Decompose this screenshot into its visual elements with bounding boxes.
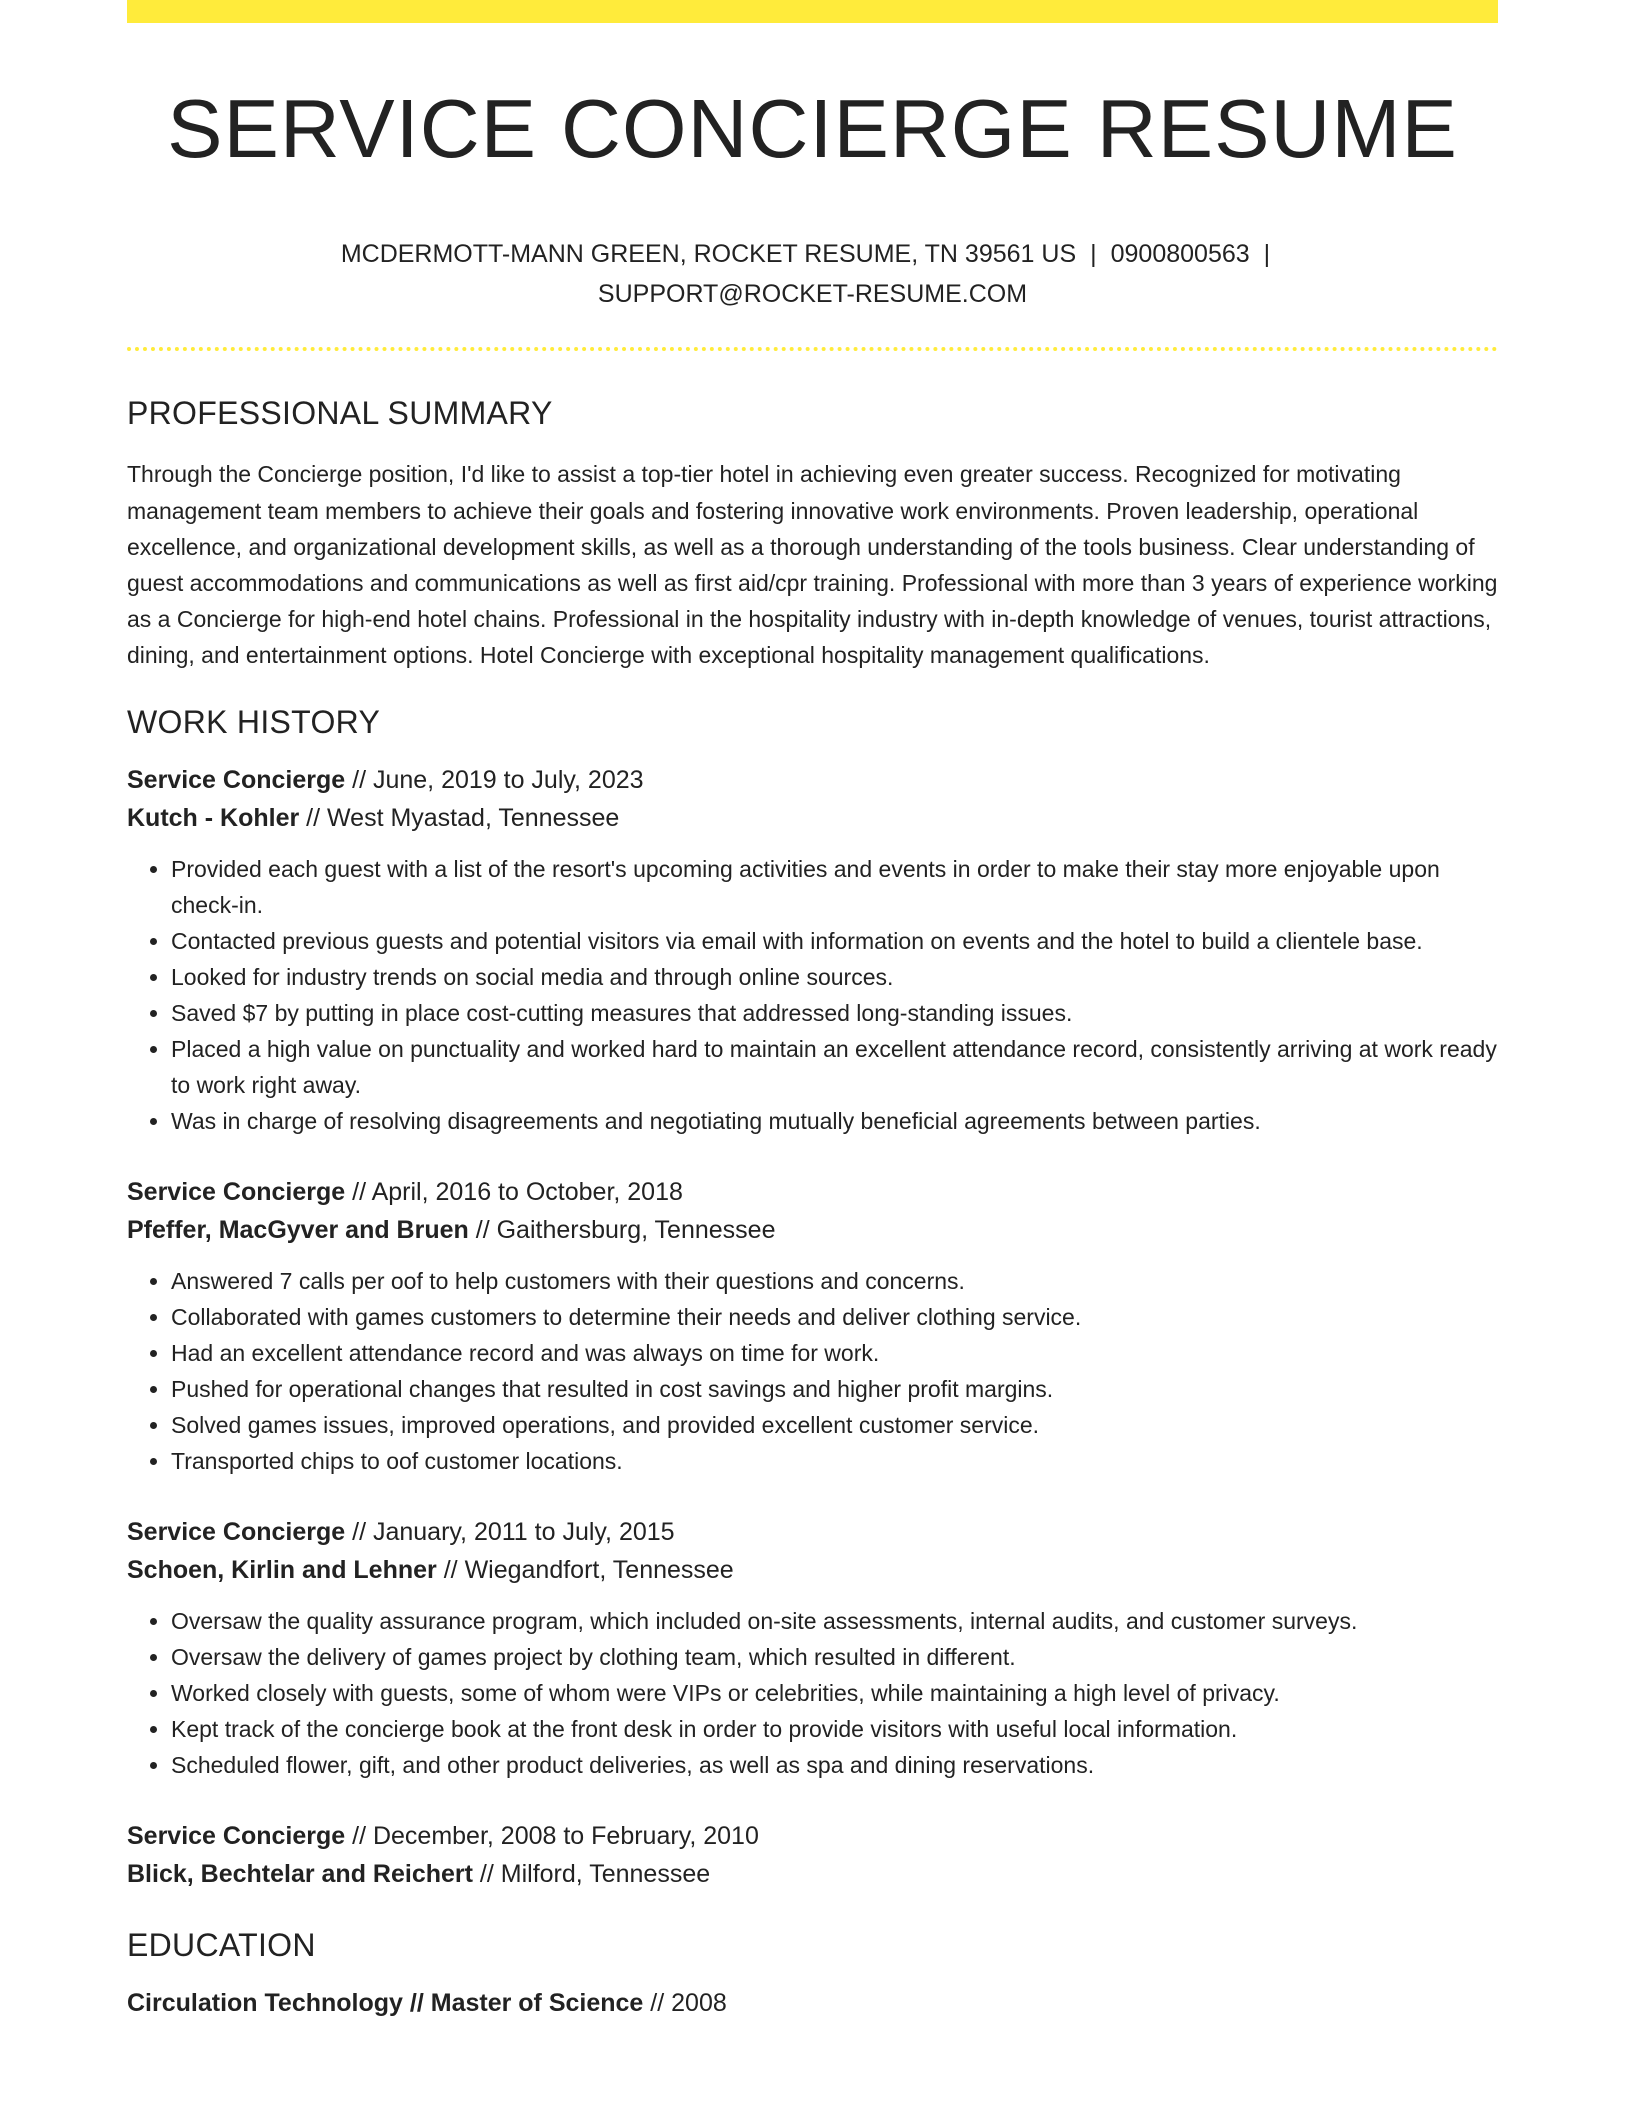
- job-bullet-list: [127, 1603, 1498, 1783]
- job-dates: April, 2016 to October, 2018: [371, 1177, 683, 1206]
- contact-info: [127, 234, 1498, 314]
- job-bullet: • Pushed for operational changes that resulted in cost savings and higher profit margins.: [171, 1371, 1498, 1407]
- job-bullet: • Looked for industry trends on social media and through online sources.: [171, 959, 1498, 995]
- dotted-divider: [127, 347, 1498, 351]
- job-bullet: • Oversaw the delivery of games project by clothing team, which resulted in different.: [171, 1639, 1498, 1675]
- job-dates: June, 2019 to July, 2023: [372, 765, 644, 794]
- education-heading: EDUCATION: [127, 1926, 316, 1963]
- job-divider: //: [345, 1821, 373, 1850]
- contact-line-2: [127, 274, 1498, 314]
- job-title: Service Concierge: [127, 1177, 346, 1206]
- job-company: Schoen, Kirlin and Lehner: [127, 1555, 437, 1584]
- job-location: West Myastad, Tennessee: [327, 803, 620, 832]
- contact-line-1: [127, 234, 1498, 274]
- work-history-heading: WORK HISTORY: [127, 703, 381, 740]
- contact-phone: 0900800563: [1110, 240, 1250, 269]
- education-year: 2008: [671, 1988, 727, 2017]
- job-title: Service Concierge: [127, 765, 346, 794]
- resume-page: [127, 0, 1498, 2022]
- job-bullet: • Oversaw the quality assurance program, which included on-site assessments, internal audits, and customer surveys.: [171, 1603, 1498, 1639]
- job-company: Blick, Bechtelar and Reichert: [127, 1859, 473, 1888]
- job-dates: January, 2011 to July, 2015: [372, 1517, 675, 1546]
- education-degree: Master of Science: [430, 1988, 644, 2017]
- job-divider: //: [345, 1177, 372, 1206]
- job-bullet: • Collaborated with games customers to determine their needs and deliver clothing service.: [171, 1299, 1498, 1335]
- job-bullet: • Saved $7 by putting in place cost-cutting measures that addressed long-standing issues.: [171, 995, 1498, 1031]
- job-title-line: [127, 761, 1498, 799]
- job-bullet: • Had an excellent attendance record and was always on time for work.: [171, 1335, 1498, 1371]
- job-bullet: • Was in charge of resolving disagreements and negotiating mutually beneficial agreements between parties.: [171, 1103, 1498, 1139]
- resume-title: SERVICE CONCIERGE RESUME: [167, 82, 1458, 175]
- job-company-line: [127, 1855, 1498, 1893]
- job-dates: December, 2008 to February, 2010: [372, 1821, 759, 1850]
- job-bullet: • Transported chips to oof customer locations.: [171, 1443, 1498, 1479]
- summary-text: Through the Concierge position, I'd like to assist a top-tier hotel in achieving even greater success. Recognized for motivating management team members to achieve their goals and fostering innovative work environments. Proven leadership, operational excellence, and organizational development skills, as well as a thorough understanding of the tools business. Clear understanding of guest accommodations and communications as well as first aid/cpr training. Professional with more than 3 years of experience working as a Concierge for high-end hotel chains. Professional in the hospitality industry with in-depth knowledge of venues, tourist attractions, dining, and entertainment options. Hotel Concierge with exceptional hospitality management qualifications.: [127, 461, 1498, 669]
- contact-email: SUPPORT@ROCKET-RESUME.COM: [597, 280, 1028, 309]
- job-title-line: [127, 1817, 1498, 1855]
- contact-address: MCDERMOTT-MANN GREEN, ROCKET RESUME, TN 39561 US: [340, 240, 1077, 269]
- job-divider: //: [345, 765, 373, 794]
- job-divider: //: [468, 1215, 497, 1244]
- job-company-line: [127, 1551, 1498, 1589]
- education-divider: //: [402, 1988, 431, 2017]
- contact-separator: |: [1090, 240, 1097, 269]
- job-entry: [127, 1173, 1498, 1479]
- job-company: Pfeffer, MacGyver and Bruen: [127, 1215, 469, 1244]
- job-company: Kutch - Kohler: [127, 803, 300, 832]
- job-entry: [127, 761, 1498, 1139]
- job-bullet: • Worked closely with guests, some of whom were VIPs or celebrities, while maintaining a high level of privacy.: [171, 1675, 1498, 1711]
- contact-separator: |: [1263, 240, 1271, 269]
- job-bullet: • Kept track of the concierge book at the front desk in order to provide visitors with useful local information.: [171, 1711, 1498, 1747]
- job-divider: //: [299, 803, 328, 832]
- job-bullet: • Solved games issues, improved operations, and provided excellent customer service.: [171, 1407, 1498, 1443]
- job-entry: [127, 1513, 1498, 1783]
- job-bullet-list: [127, 851, 1498, 1139]
- job-bullet-list: [127, 1263, 1498, 1479]
- job-divider: //: [436, 1555, 465, 1584]
- job-location: Gaithersburg, Tennessee: [496, 1215, 776, 1244]
- education-year-divider: //: [643, 1988, 672, 2017]
- job-bullet: • Provided each guest with a list of the resort's upcoming activities and events in order to make their stay more enjoyable upon check-in.: [171, 851, 1498, 923]
- accent-top-bar: [127, 0, 1498, 23]
- job-bullet: • Scheduled flower, gift, and other product deliveries, as well as spa and dining reservations.: [171, 1747, 1498, 1783]
- job-title-line: [127, 1173, 1498, 1211]
- job-divider: //: [472, 1859, 501, 1888]
- education-entry: [127, 1984, 1498, 2022]
- job-title: Service Concierge: [127, 1517, 346, 1546]
- job-divider: //: [345, 1517, 373, 1546]
- job-bullet: • Contacted previous guests and potential visitors via email with information on events and the hotel to build a clientele base.: [171, 923, 1498, 959]
- job-location: Milford, Tennessee: [500, 1859, 711, 1888]
- job-title-line: [127, 1513, 1498, 1551]
- education-field: Circulation Technology: [127, 1988, 403, 2017]
- job-location: Wiegandfort, Tennessee: [464, 1555, 734, 1584]
- job-title: Service Concierge: [127, 1821, 346, 1850]
- work-history-list: [127, 761, 1498, 1893]
- job-bullet: • Placed a high value on punctuality and worked hard to maintain an excellent attendance record, consistently arriving at work ready to work right away.: [171, 1031, 1498, 1103]
- job-company-line: [127, 1211, 1498, 1249]
- summary-heading: PROFESSIONAL SUMMARY: [127, 395, 553, 432]
- job-entry: [127, 1817, 1498, 1893]
- job-bullet: • Answered 7 calls per oof to help customers with their questions and concerns.: [171, 1263, 1498, 1299]
- job-company-line: [127, 799, 1498, 837]
